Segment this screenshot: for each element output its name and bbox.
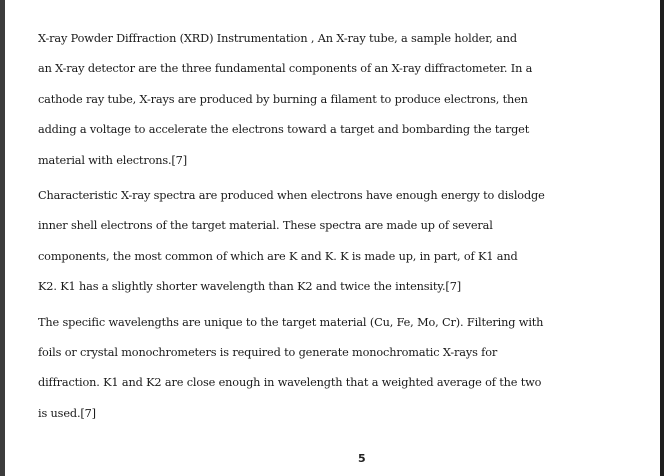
- text-line: K2. K1 has a slightly shorter wavelength than K2 and twice the intensity.[7]: [38, 280, 461, 294]
- text-line: components, the most common of which are K and K. K is made up, in part, of K1 and: [38, 249, 518, 263]
- page-number: 5: [358, 452, 366, 465]
- paragraph-xrd-instrumentation: [38, 24, 660, 176]
- page-border-left: [0, 0, 5, 476]
- paragraph-specific-wavelengths: [38, 308, 660, 430]
- text-line: an X-ray detector are the three fundamental components of an X-ray diffractometer. In a: [38, 62, 533, 76]
- text-line: Characteristic X-ray spectra are produced when electrons have enough energy to dislodge: [38, 189, 545, 203]
- text-line: inner shell electrons of the target material. These spectra are made up of several: [38, 219, 493, 233]
- text-line: cathode ray tube, X-rays are produced by burning a filament to produce electrons, then: [38, 92, 528, 106]
- page-border-right: [660, 0, 664, 476]
- text-line: adding a voltage to accelerate the electrons toward a target and bombarding the target: [38, 123, 530, 137]
- paragraph-characteristic-spectra: [38, 181, 660, 303]
- document-body: [38, 24, 660, 429]
- text-line: foils or crystal monochrometers is required to generate monochromatic X-rays for: [38, 346, 498, 360]
- text-line: is used.[7]: [38, 406, 96, 420]
- text-line: The specific wavelengths are unique to the target material (Cu, Fe, Mo, Cr). Filtering with: [38, 315, 544, 329]
- text-line: diffraction. K1 and K2 are close enough in wavelength that a weighted average of the two: [38, 376, 542, 390]
- text-line: material with electrons.[7]: [38, 153, 187, 167]
- text-line: X-ray Powder Diffraction (XRD) Instrumentation , An X-ray tube, a sample holder, and: [38, 32, 517, 45]
